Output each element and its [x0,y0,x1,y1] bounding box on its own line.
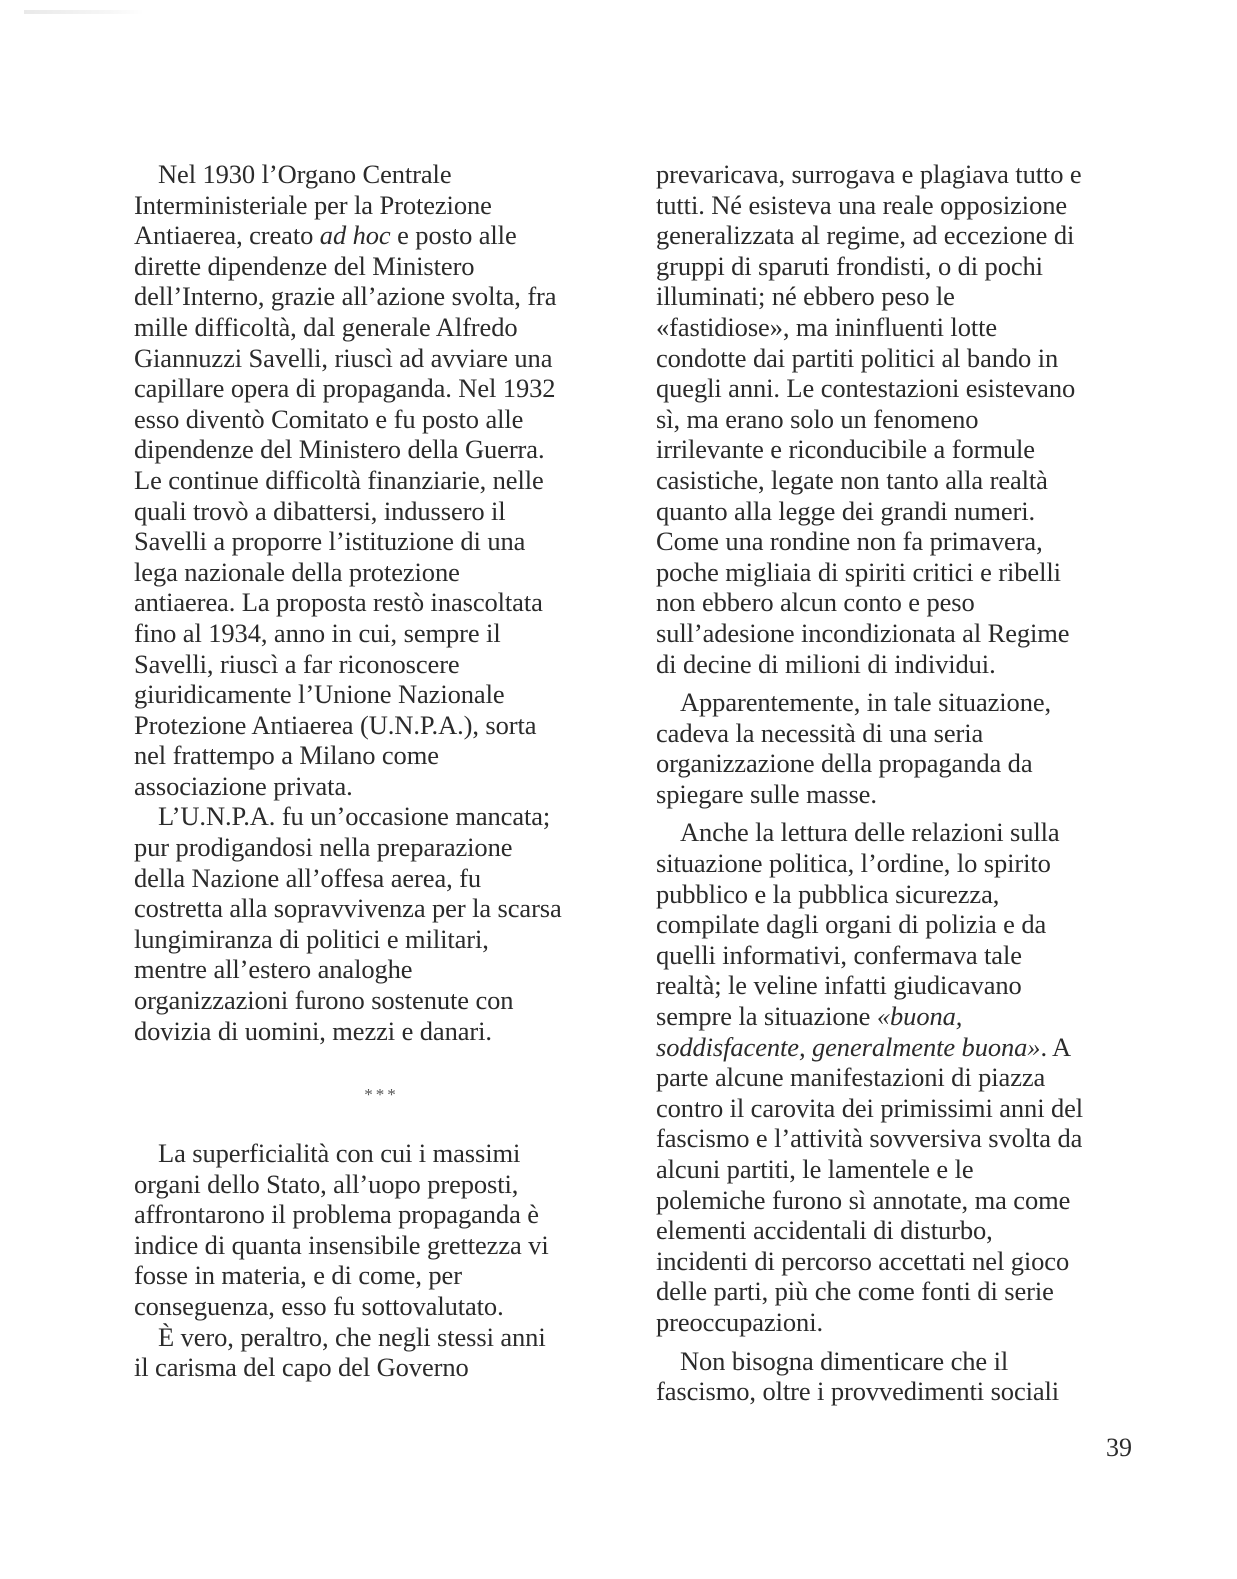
spacer [656,809,1136,817]
italic-text: ad hoc [319,220,391,251]
right-column [656,159,1136,1407]
text-line: situazione politica, l’ordine, lo spirito [656,848,1051,879]
text-line: cadeva la necessità di una seria [656,717,984,748]
text-line: incidenti di percorso accettati nel gioco [656,1245,1070,1276]
text-run: . A [1040,1031,1072,1062]
text-line: non ebbero alcun conto e peso [656,587,975,618]
text-line: condotte dai partiti politici al bando in [656,342,1059,373]
text-line: La superficialità con cui i massimi [158,1138,521,1168]
spacer [134,1046,614,1077]
text-line: poche migliaia di spiriti critici e ribelli [656,556,1061,587]
text-line: elementi accidentali di disturbo, [656,1215,993,1246]
text-line: sull’adesione incondizionata al Regime [656,617,1070,648]
text-line [656,1032,1136,1063]
spacer [134,1107,614,1138]
text-line: lungimiranza di politici e militari, [134,923,489,954]
text-line: dovizia di uomini, mezzi e danari. [134,1015,492,1046]
text-line: Come una rondine non fa primavera, [656,526,1043,557]
text-line: organi dello Stato, all’uopo preposti, [134,1168,519,1199]
text-line: giuridicamente l’Unione Nazionale [134,679,505,710]
text-line: realtà; le veline infatti giudicavano [656,970,1022,1001]
paragraph [656,159,1136,679]
text-line: costretta alla sopravvivenza per la scarsa [134,893,562,924]
text-line: mentre all’estero analoghe [134,954,413,985]
text-line: delle parti, più che come fonti di serie [656,1276,1054,1307]
text-line: mille difficoltà, dal generale Alfredo [134,311,518,342]
text-line: quegli anni. Le contestazioni esistevano [656,373,1076,404]
text-run: sempre la situazione [656,1001,877,1032]
text-line: tutti. Né esisteva una reale opposizione [656,189,1068,220]
left-column [134,159,614,1383]
text-line: Giannuzzi Savelli, riuscì ad avviare una [134,342,553,373]
text-line: fascismo, oltre i provvedimenti sociali [656,1376,1060,1407]
text-line: Savelli, riuscì a far riconoscere [134,648,460,679]
paragraph [656,687,1136,809]
text-line: organizzazione della propaganda da [656,748,1033,779]
text-line: Interministeriale per la Protezione [134,189,492,220]
text-line: conseguenza, esso fu sottovalutato. [134,1290,504,1321]
text-line: di decine di milioni di individui. [656,648,996,679]
text-line: gruppi di sparuti frondisti, o di pochi [656,250,1043,281]
text-line: organizzazioni furono sostenute con [134,985,514,1016]
page-number: 39 [1106,1433,1132,1462]
text-line: dipendenze del Ministero della Guerra. [134,434,545,465]
text-line: nel frattempo a Milano come [134,740,439,771]
text-line: Apparentemente, in tale situazione, [680,687,1052,718]
text-line: capillare opera di propaganda. Nel 1932 [134,373,556,404]
section-separator: *** [364,1084,399,1104]
scan-edge-mark [24,10,144,14]
text-line: associazione privata. [134,770,353,801]
paragraph [134,1138,614,1322]
text-line: fascismo e l’attività sovversiva svolta da [656,1123,1083,1154]
text-line: illuminati; né ebbero peso le [656,281,955,312]
text-line: indice di quanta insensibile grettezza vi [134,1229,549,1260]
paragraph [656,817,1136,1337]
text-line: polemiche furono sì annotate, ma come [656,1184,1071,1215]
text-line: il carisma del capo del Governo [134,1352,469,1383]
text-line: spiegare sulle masse. [656,778,877,809]
text-line: quelli informativi, confermava tale [656,939,1022,970]
text-line: preoccupazioni. [656,1306,823,1337]
text-line: È vero, peraltro, che negli stessi anni [158,1321,546,1352]
text-line: pur prodigandosi nella preparazione [134,832,513,863]
text-line: pubblico e la pubblica sicurezza, [656,878,1000,909]
text-run: Antiaerea, creato [134,220,320,251]
text-line: irrilevante e riconducibile a formule [656,434,1035,465]
spacer [656,679,1136,687]
text-line: dirette dipendenze del Ministero [134,250,475,281]
text-line [134,220,614,251]
text-line: quanto alla legge dei grandi numeri. [656,495,1036,526]
text-line: della Nazione all’offesa aerea, fu [134,862,482,893]
text-line: esso diventò Comitato e fu posto alle [134,403,524,434]
text-line: Nel 1930 l’Organo Centrale [158,159,452,189]
text-line: compilate dagli organi di polizia e da [656,909,1047,940]
text-line: Savelli a proporre l’istituzione di una [134,526,526,557]
text-line: L’U.N.P.A. fu un’occasione mancata; [158,801,551,832]
paragraph [134,1322,614,1383]
text-line: Anche la lettura delle relazioni sulla [680,817,1060,848]
text-run: e posto alle [390,220,517,251]
text-line: Non bisogna dimenticare che il [680,1345,1009,1376]
text-line: generalizzata al regime, ad eccezione di [656,220,1075,251]
text-line: prevaricava, surrogava e plagiava tutto e [656,159,1082,189]
paragraph [134,159,614,801]
text-line: affrontarono il problema propaganda è [134,1199,539,1230]
text-line: fino al 1934, anno in cui, sempre il [134,617,501,648]
text-line: contro il carovita dei primissimi anni del [656,1092,1084,1123]
text-line: alcuni partiti, le lamentele e le [656,1154,974,1184]
text-line: sì, ma erano solo un fenomeno [656,403,979,434]
text-line: Protezione Antiaerea (U.N.P.A.), sorta [134,709,537,740]
text-line [656,1001,1136,1032]
text-line: fosse in materia, e di come, per [134,1260,462,1291]
text-line: antiaerea. La proposta restò inascoltata [134,587,543,618]
text-line: Le continue difficoltà finanziarie, nelle [134,464,544,495]
paragraph [656,1346,1136,1407]
text-line: «fastidiose», ma ininfluenti lotte [656,311,998,342]
italic-text: «buona, [876,1001,963,1032]
text-line: parte alcune manifestazioni di piazza [656,1062,1046,1093]
italic-text: soddisfacente, generalmente buona» [656,1031,1041,1062]
spacer [656,1338,1136,1346]
text-line: casistiche, legate non tanto alla realtà [656,464,1048,495]
text-line: lega nazionale della protezione [134,556,460,587]
text-line: quali trovò a dibattersi, indussero il [134,495,506,526]
paragraph [134,801,614,1046]
text-line: dell’Interno, grazie all’azione svolta, fra [134,281,557,312]
